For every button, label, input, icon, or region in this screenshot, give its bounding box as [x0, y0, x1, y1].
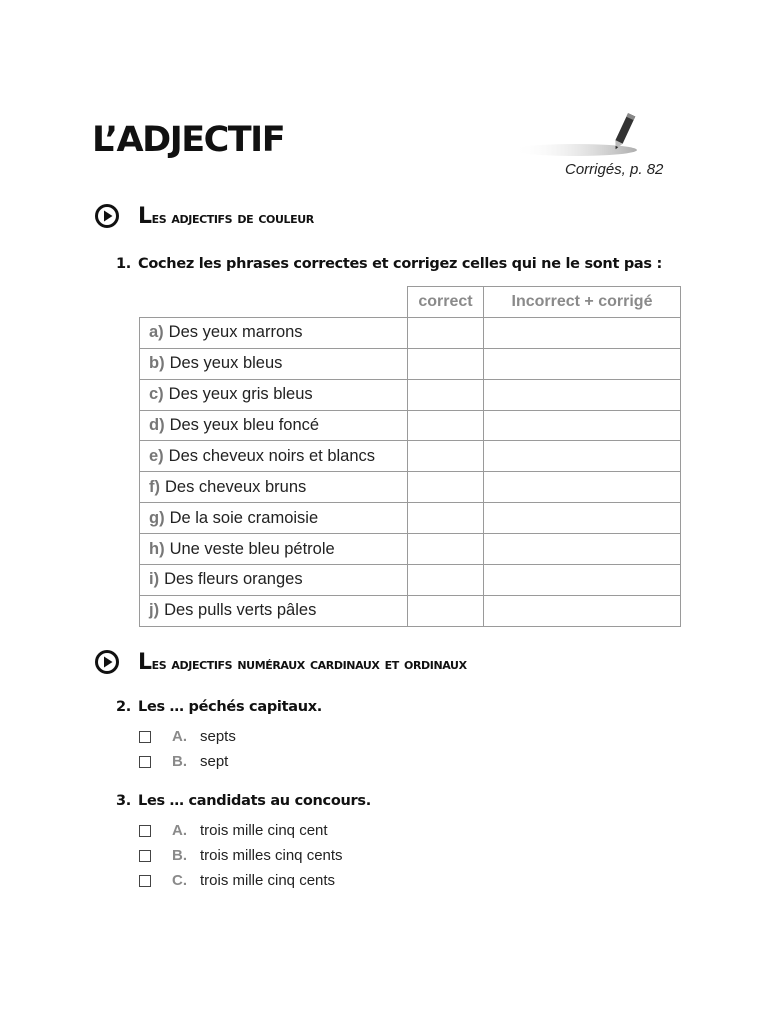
row-letter: e)	[149, 446, 164, 465]
row-letter: g)	[149, 508, 165, 527]
row-text: Une veste bleu pétrole	[169, 539, 335, 558]
options-q2	[139, 724, 236, 774]
row-text: Des pulls verts pâles	[164, 601, 317, 620]
row-text: Des yeux gris bleus	[168, 385, 313, 404]
cell-incorrect-corrige[interactable]	[484, 379, 681, 410]
question-number: 3.	[116, 793, 131, 809]
row-letter: h)	[149, 539, 165, 558]
row-letter: c)	[149, 385, 164, 404]
cell-incorrect-corrige[interactable]	[484, 565, 681, 596]
cell-incorrect-corrige[interactable]	[484, 503, 681, 534]
answers-page-reference: Corrigés, p. 82	[565, 161, 664, 178]
option-b	[139, 843, 343, 868]
section-heading-numeraux	[94, 647, 467, 677]
table-row	[140, 472, 681, 503]
row-label	[140, 348, 408, 379]
cell-correct[interactable]	[408, 441, 484, 472]
row-label	[140, 410, 408, 441]
row-text: Des cheveux bruns	[165, 477, 307, 496]
cell-correct[interactable]	[408, 317, 484, 348]
table-row	[140, 534, 681, 565]
option-text: trois mille cinq cents	[200, 872, 336, 889]
question-1	[116, 256, 662, 272]
pencil-icon	[505, 112, 645, 162]
option-text: septs	[200, 728, 236, 745]
checkbox[interactable]	[139, 875, 151, 887]
option-b	[139, 749, 236, 774]
option-letter: C.	[172, 872, 187, 889]
table-corner	[140, 287, 408, 318]
table-row	[140, 348, 681, 379]
cell-correct[interactable]	[408, 410, 484, 441]
checkbox[interactable]	[139, 731, 151, 743]
cell-correct[interactable]	[408, 348, 484, 379]
options-q3	[139, 818, 343, 893]
row-text: Des yeux bleus	[169, 354, 283, 373]
cell-incorrect-corrige[interactable]	[484, 441, 681, 472]
table-row	[140, 317, 681, 348]
row-text: De la soie cramoisie	[169, 508, 319, 527]
row-letter: j)	[149, 601, 160, 620]
checkbox[interactable]	[139, 756, 151, 768]
question-number: 1.	[116, 256, 131, 272]
row-text: Des fleurs oranges	[164, 570, 303, 589]
play-circle-icon	[94, 649, 120, 675]
table-row	[140, 503, 681, 534]
row-label	[140, 595, 408, 626]
row-text: Des yeux bleu foncé	[169, 416, 320, 434]
row-letter: d)	[149, 416, 165, 434]
row-letter: i)	[149, 570, 160, 589]
question-number: 2.	[116, 699, 131, 715]
cell-incorrect-corrige[interactable]	[484, 534, 681, 565]
checkbox[interactable]	[139, 825, 151, 837]
row-letter: a)	[149, 323, 164, 342]
table-row	[140, 441, 681, 472]
cell-correct[interactable]	[408, 534, 484, 565]
cell-correct[interactable]	[408, 595, 484, 626]
row-label	[140, 441, 408, 472]
cell-correct[interactable]	[408, 472, 484, 503]
option-a	[139, 818, 343, 843]
row-letter: b)	[149, 354, 165, 373]
row-text: Des cheveux noirs et blancs	[168, 446, 376, 465]
option-text: sept	[200, 753, 229, 770]
checkbox[interactable]	[139, 850, 151, 862]
cell-correct[interactable]	[408, 379, 484, 410]
option-letter: A.	[172, 822, 187, 839]
cell-incorrect-corrige[interactable]	[484, 348, 681, 379]
section-title: Les adjectifs de couleur	[138, 203, 314, 229]
row-label	[140, 472, 408, 503]
play-circle-icon	[94, 203, 120, 229]
table-row	[140, 379, 681, 410]
cell-incorrect-corrige[interactable]	[484, 317, 681, 348]
row-label	[140, 317, 408, 348]
cell-incorrect-corrige[interactable]	[484, 410, 681, 441]
cell-incorrect-corrige[interactable]	[484, 472, 681, 503]
cell-incorrect-corrige[interactable]	[484, 595, 681, 626]
table-row	[140, 565, 681, 596]
option-a	[139, 724, 236, 749]
section-title: Les adjectifs numéraux cardinaux et ordinaux	[138, 649, 467, 675]
row-label	[140, 565, 408, 596]
table-row	[140, 410, 681, 441]
page-title: L’ADJECTIF	[92, 120, 285, 160]
row-letter: f)	[149, 477, 160, 496]
option-c	[139, 868, 343, 893]
row-label	[140, 379, 408, 410]
question-3	[116, 793, 371, 809]
row-label	[140, 503, 408, 534]
option-letter: B.	[172, 847, 187, 864]
header-incorrect: Incorrect + corrigé	[484, 287, 681, 318]
option-letter: B.	[172, 753, 187, 770]
row-label	[140, 534, 408, 565]
question-text: Les … péchés capitaux.	[138, 699, 322, 715]
question-2	[116, 699, 322, 715]
question-text: Cochez les phrases correctes et corrigez celles qui ne le sont pas :	[138, 256, 662, 272]
header-correct: correct	[408, 287, 484, 318]
cell-correct[interactable]	[408, 503, 484, 534]
table-row	[140, 595, 681, 626]
option-text: trois milles cinq cents	[200, 847, 343, 864]
option-text: trois mille cinq cent	[200, 822, 328, 839]
row-text: Des yeux marrons	[168, 323, 303, 342]
exercise-table	[139, 286, 681, 627]
option-letter: A.	[172, 728, 187, 745]
section-heading-couleur	[94, 201, 314, 231]
question-text: Les … candidats au concours.	[138, 793, 371, 809]
cell-correct[interactable]	[408, 565, 484, 596]
